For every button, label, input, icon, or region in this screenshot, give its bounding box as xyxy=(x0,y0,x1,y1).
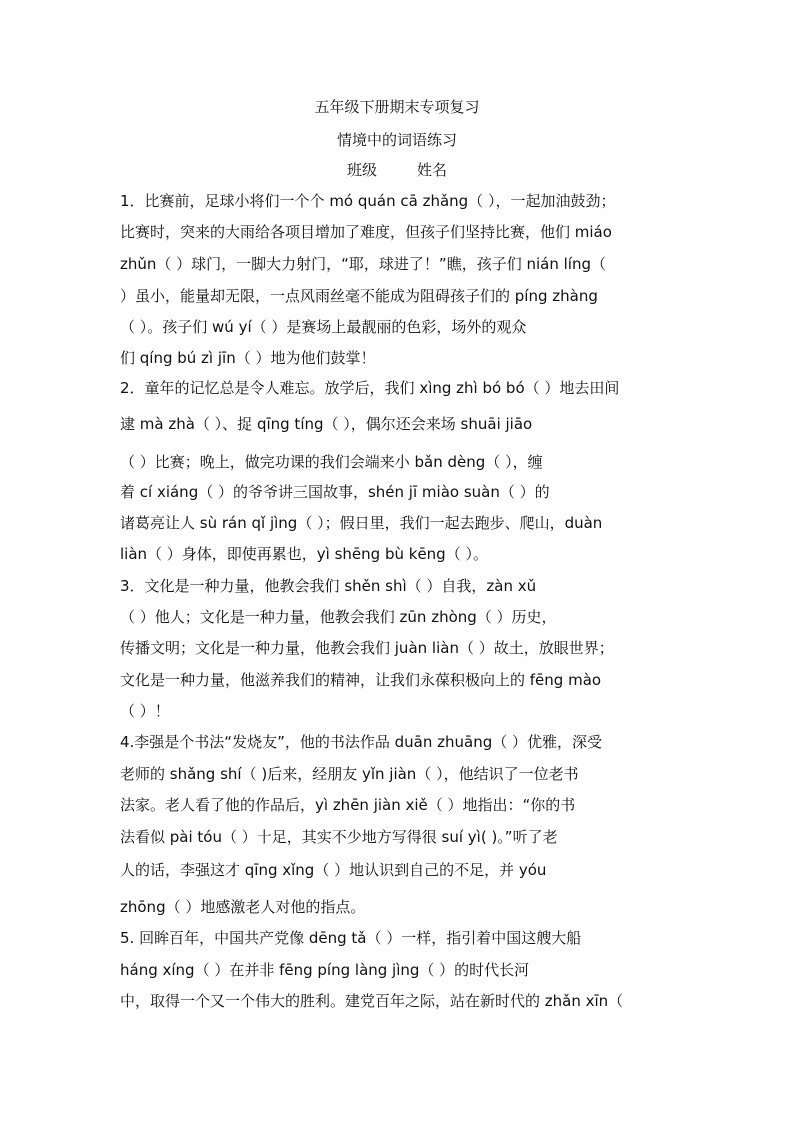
document-title: 五年级下册期末专项复习 xyxy=(314,98,480,116)
exercise-line: 着 cí xiáng（ ）的爷爷讲三国故事，shén jī miào suàn（ ）的 xyxy=(120,483,550,501)
exercise-line: 逮 mà zhà（ ）、捉 qīng tíng（ ），偶尔还会来场 shuāi jiāo xyxy=(120,415,533,433)
exercise-line: liàn（ ）身体，即使再累也，yì shēng bù kēng（ ）。 xyxy=(120,545,488,563)
exercise-line: 传播文明；文化是一种力量，他教会我们 juàn liàn（ ）故土，放眼世界； xyxy=(120,639,614,657)
exercise-line: 比赛时，突来的大雨给各项目增加了难度，但孩子们坚持比赛，他们 miáo xyxy=(120,223,612,241)
class-label: 班级 xyxy=(346,161,377,179)
exercise-line: 老师的 shǎng shí（ )后来，经朋友 yǐn jiàn（ ），他结识了一位老书 xyxy=(120,765,579,783)
document-subtitle: 情境中的词语练习 xyxy=(336,131,457,149)
exercise-line: háng xíng（ ）在并非 fēng píng làng jìng（ ）的时代长河 xyxy=(120,961,530,979)
exercise-line: 3．文化是一种力量，他教会我们 shěn shì（ ）自我，zàn xǔ xyxy=(120,577,537,595)
exercise-line: 4.李强是个书法“发烧友”，他的书法作品 duān zhuāng（ ）优雅，深受 xyxy=(120,733,602,751)
exercise-line: （ ）。孩子们 wú yí（ ）是赛场上最靓丽的色彩，场外的观众 xyxy=(120,318,527,336)
exercise-line: 们 qíng bú zì jīn（ ）地为他们鼓掌！ xyxy=(120,349,376,367)
exercise-line: （ ）！ xyxy=(120,702,170,720)
exercise-line: （ ）他人；文化是一种力量，他教会我们 zūn zhòng（ ）历史， xyxy=(120,608,557,626)
exercise-line: 文化是一种力量，他滋养我们的精神，让我们永葆积极向上的 fēng mào xyxy=(120,671,602,689)
exercise-line: 5. 回眸百年，中国共产党像 dēng tǎ（ ）一样，指引着中国这艘大船 xyxy=(120,929,582,947)
exercise-line: 法家。老人看了他的作品后，yì zhēn jiàn xiě（ ）地指出：“你的书 xyxy=(120,796,576,814)
exercise-line: ）虽小，能量却无限，一点风雨丝毫不能成为阻碍孩子们的 píng zhàng xyxy=(120,287,598,305)
exercise-line: 中，取得一个又一个伟大的胜利。建党百年之际，站在新时代的 zhǎn xīn（ xyxy=(120,992,624,1010)
exercise-line: 1．比赛前，足球小将们一个个 mó quán cā zhǎng（ ），一起加油鼓劲； xyxy=(120,192,616,210)
name-label: 姓名 xyxy=(417,161,448,179)
exercise-line: 法看似 pài tóu（ ）十足，其实不少地方写得很 suí yì( )。”听了老 xyxy=(120,828,558,846)
student-info-row xyxy=(0,159,794,180)
exercise-line: zhōng（ ）地感激老人对他的指点。 xyxy=(120,898,366,916)
exercise-line: （ ）比赛；晚上，做完功课的我们会端来小 bǎn dèng（ ），缠 xyxy=(120,453,543,471)
exercise-line: 人的话，李强这才 qīng xǐng（ ）地认识到自己的不足，并 yóu xyxy=(120,861,547,879)
exercise-line: 2．童年的记忆总是令人难忘。放学后，我们 xìng zhì bó bó（ ）地去田间 xyxy=(120,379,620,397)
exercise-line: 诸葛亮让人 sù rán qǐ jìng（ ）；假日里，我们一起去跑步、爬山，duàn xyxy=(120,514,603,532)
exercise-line: zhǔn（ ）球门，一脚大力射门，“耶，球进了！”瞧，孩子们 nián líng（ xyxy=(120,255,606,273)
